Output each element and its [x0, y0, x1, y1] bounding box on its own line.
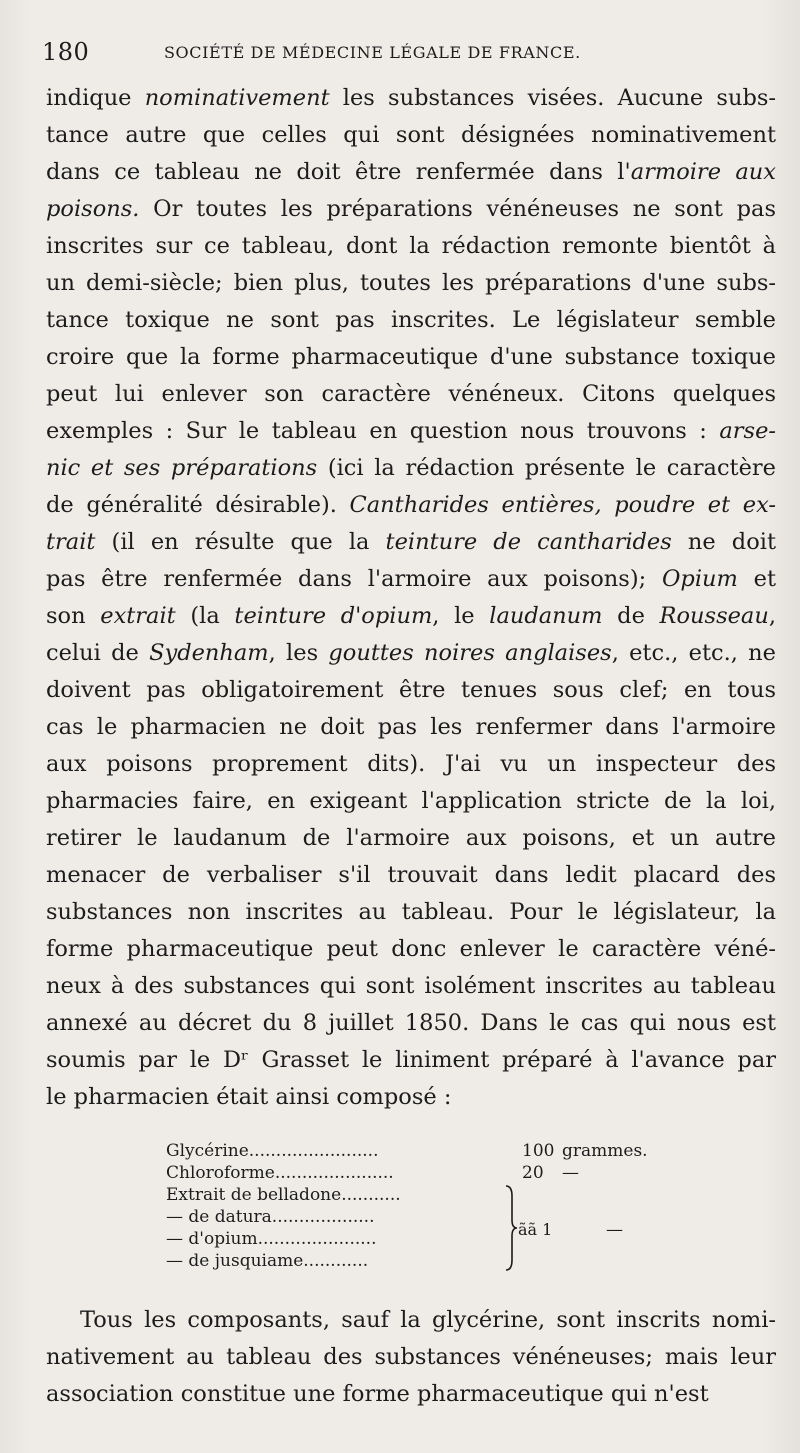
text-run: de: [602, 603, 660, 629]
italic-text-run: teinture d'opium: [234, 603, 433, 629]
text-run: cas le pharmacien ne doit pas les renfermer dans l'armoire: [46, 714, 776, 740]
italic-text-run: laudanum: [489, 603, 603, 629]
recipe-row: [166, 1184, 686, 1206]
text-run: pharmacies faire, en exigeant l'application stricte de la loi,: [46, 788, 776, 814]
text-line: [46, 820, 776, 857]
text-run: aux poisons proprement dits). J'ai vu un inspecteur des: [46, 751, 776, 777]
text-run: ,: [768, 603, 776, 629]
recipe-unit: grammes.: [562, 1141, 648, 1161]
text-line: [46, 302, 776, 339]
text-run: neux à des substances qui sont isolément inscrites au tableau: [46, 973, 776, 999]
text-line: [46, 1302, 776, 1339]
brace-icon: [504, 1184, 518, 1272]
recipe-ingredient: — de jusquiame............: [166, 1251, 369, 1271]
text-run: substances non inscrites au tableau. Pour le législateur, la: [46, 899, 776, 925]
text-run: et: [737, 566, 776, 592]
text-run: le pharmacien était ainsi composé :: [46, 1084, 452, 1110]
text-run: Tous les composants, sauf la glycérine, sont inscrits nomi-: [80, 1307, 776, 1333]
text-line: [46, 857, 776, 894]
text-run: association constitue une forme pharmaceutique qui n'est: [46, 1381, 709, 1407]
recipe-row: [166, 1162, 686, 1184]
text-run: croire que la forme pharmaceutique d'une substance toxique: [46, 344, 776, 370]
italic-text-run: Cantharides entières, poudre et ex-: [349, 492, 776, 518]
recipe-aa-unit: —: [606, 1220, 623, 1240]
text-run: dans ce tableau ne doit être renfermée dans l': [46, 159, 631, 185]
italic-text-run: arse-: [719, 418, 776, 444]
text-line: [46, 117, 776, 154]
text-line: [46, 968, 776, 1005]
italic-text-run: Opium: [661, 566, 738, 592]
text-line: [46, 80, 776, 117]
italic-text-run: teinture de cantharides: [385, 529, 672, 555]
text-run: forme pharmaceutique peut donc enlever le caractère véné-: [46, 936, 776, 962]
text-line: [46, 524, 776, 561]
text-line: [46, 1376, 776, 1413]
italic-text-run: nic et ses préparations: [46, 455, 318, 481]
text-line: [46, 1079, 776, 1116]
text-line: [46, 931, 776, 968]
text-line: [46, 746, 776, 783]
paragraph-2: [46, 1302, 776, 1413]
recipe-ingredient: Extrait de belladone...........: [166, 1185, 401, 1205]
recipe-row: [166, 1140, 686, 1162]
text-line: [46, 191, 776, 228]
text-run: inscrites sur ce tableau, dont la rédaction remonte bientôt à: [46, 233, 776, 259]
text-run: celui de: [46, 640, 150, 666]
italic-text-run: extrait: [100, 603, 176, 629]
text-line: [46, 413, 776, 450]
text-run: Or toutes les préparations vénéneuses ne sont pas: [139, 196, 776, 222]
italic-text-run: trait: [46, 529, 96, 555]
recipe-ingredient: — de datura...................: [166, 1207, 375, 1227]
text-line: [46, 672, 776, 709]
page-number: 180: [42, 38, 90, 66]
text-run: , etc., etc., ne: [611, 640, 776, 666]
text-line: [46, 783, 776, 820]
text-run: son: [46, 603, 101, 629]
text-run: (ici la rédaction présente le caractère: [317, 455, 776, 481]
text-line: [46, 339, 776, 376]
text-run: peut lui enlever son caractère vénéneux. Citons quelques: [46, 381, 776, 407]
italic-text-run: nominativement: [144, 85, 330, 111]
text-run: annexé au décret du 8 juillet 1850. Dans le cas qui nous est: [46, 1010, 776, 1036]
text-run: menacer de verbaliser s'il trouvait dans ledit placard des: [46, 862, 776, 888]
text-line: [46, 450, 776, 487]
recipe-aa-quantity: ãã 1: [518, 1220, 553, 1239]
text-line: [46, 228, 776, 265]
italic-text-run: armoire aux: [630, 159, 776, 185]
text-run: nativement au tableau des substances vénéneuses; mais leur: [46, 1344, 776, 1370]
recipe-quantity: 100: [522, 1141, 555, 1161]
text-line: [46, 894, 776, 931]
italic-text-run: Sydenham: [149, 640, 269, 666]
recipe-table: [166, 1140, 686, 1272]
text-line: [46, 265, 776, 302]
text-line: [46, 598, 776, 635]
italic-text-run: gouttes noires anglaises: [328, 640, 612, 666]
text-run: soumis par le Dʳ Grasset le liniment préparé à l'avance par: [46, 1047, 776, 1073]
text-line: [46, 1005, 776, 1042]
paragraph-1: [46, 80, 776, 1116]
text-run: , les: [268, 640, 329, 666]
text-run: (la: [175, 603, 235, 629]
recipe-unit: —: [562, 1163, 579, 1183]
text-run: , le: [432, 603, 490, 629]
italic-text-run: poisons.: [46, 196, 140, 222]
recipe-ingredient: Glycérine........................: [166, 1141, 379, 1161]
text-run: retirer le laudanum de l'armoire aux poisons, et un autre: [46, 825, 776, 851]
page-header: [42, 38, 762, 68]
text-run: (il en résulte que la: [95, 529, 386, 555]
text-line: [46, 709, 776, 746]
text-run: de généralité désirable).: [46, 492, 350, 518]
text-run: un demi-siècle; bien plus, toutes les préparations d'une subs-: [46, 270, 776, 296]
text-run: ne doit: [671, 529, 776, 555]
running-head: SOCIÉTÉ DE MÉDECINE LÉGALE DE FRANCE.: [164, 43, 581, 62]
recipe-ingredient: — d'opium......................: [166, 1229, 377, 1249]
text-line: [46, 487, 776, 524]
text-run: tance autre que celles qui sont désignées nominativement: [46, 122, 776, 148]
text-run: doivent pas obligatoirement être tenues sous clef; en tous: [46, 677, 776, 703]
text-run: tance toxique ne sont pas inscrites. Le législateur semble: [46, 307, 776, 333]
text-line: [46, 635, 776, 672]
text-line: [46, 376, 776, 413]
text-line: [46, 1042, 776, 1079]
text-line: [46, 1339, 776, 1376]
text-line: [46, 561, 776, 598]
text-run: indique: [46, 85, 145, 111]
text-run: les substances visées. Aucune subs-: [329, 85, 776, 111]
recipe-row: [166, 1250, 686, 1272]
recipe-ingredient: Chloroforme......................: [166, 1163, 394, 1183]
text-line: [46, 154, 776, 191]
text-run: pas être renfermée dans l'armoire aux poisons);: [46, 566, 662, 592]
recipe-quantity: 20: [522, 1163, 544, 1183]
italic-text-run: Rousseau: [659, 603, 769, 629]
text-run: exemples : Sur le tableau en question nous trouvons :: [46, 418, 720, 444]
